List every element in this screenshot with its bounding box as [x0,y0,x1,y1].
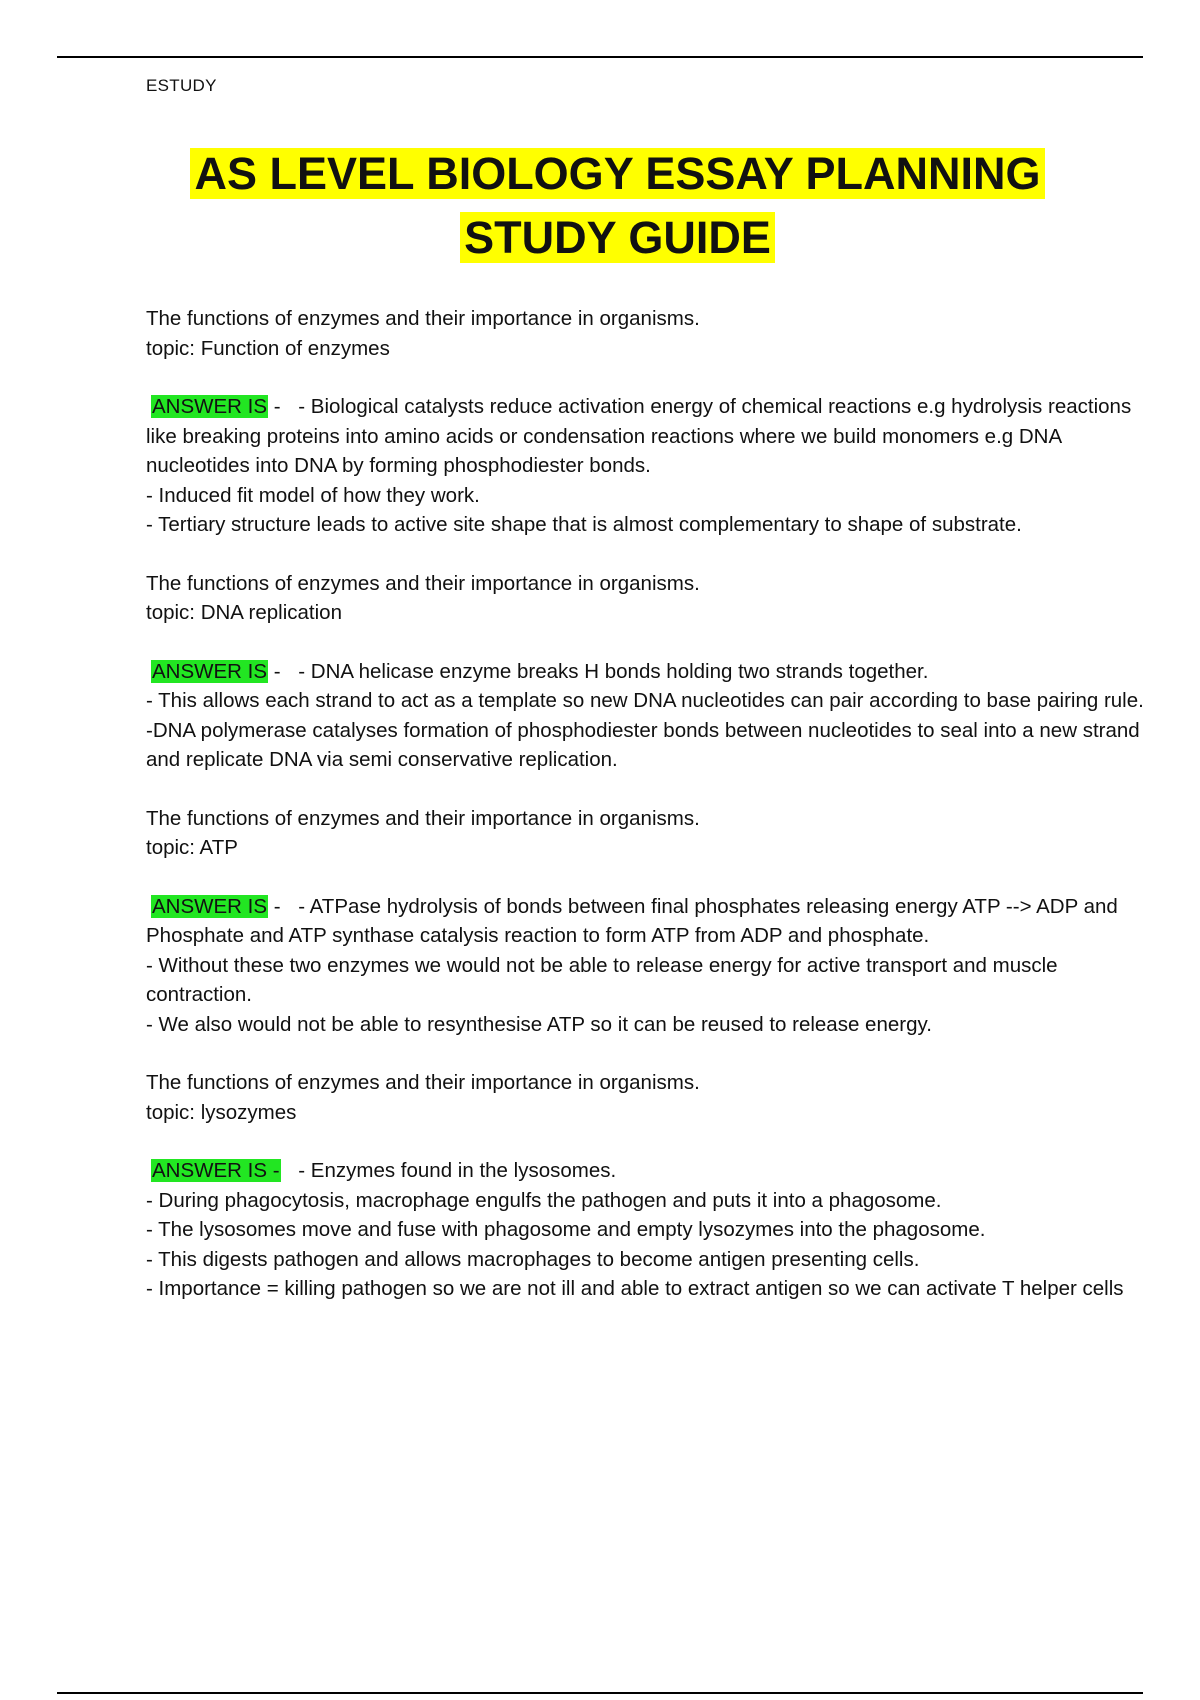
answer-badge: ANSWER IS [152,395,268,418]
page-title [0,142,1200,270]
topic-text: topic: lysozymes [146,1100,297,1124]
answer-separator [281,1159,287,1182]
answer-line: - Induced fit model of how they work. [146,483,480,507]
question-text: The functions of enzymes and their importance in organisms. [146,1071,700,1094]
answer-separator: - [268,894,287,918]
topic-text: topic: DNA replication [146,601,342,624]
answer-badge: ANSWER IS [152,894,268,918]
answer-line: - Tertiary structure leads to active site shape that is almost complementary to shape of substrate. [146,513,1022,536]
study-content [146,304,1146,1333]
answer-block [146,892,1146,1040]
question-text: The functions of enzymes and their importance in organisms. [146,571,700,595]
bottom-rule [57,1692,1143,1694]
answer-line: - Importance = killing pathogen so we are not ill and able to extract antigen so we can activate T helper cells [146,1277,1124,1300]
header-label: ESTUDY [146,76,217,95]
answer-line: - This digests pathogen and allows macrophages to become antigen presenting cells. [146,1247,920,1271]
question-block [146,804,1146,863]
answer-separator: - [268,659,287,683]
answer-badge: ANSWER IS - [152,1159,280,1182]
question-block [146,1068,1146,1127]
answer-line: - We also would not be able to resynthesise ATP so it can be reused to release energy. [146,1012,932,1036]
answer-first-line [146,392,1146,481]
answer-block [146,1156,1146,1304]
answer-first-line [146,892,1146,951]
question-block [146,304,1146,363]
answer-line: - Without these two enzymes we would not be able to release energy for active transport and muscle contraction. [146,953,1058,1006]
top-rule [57,56,1143,58]
answer-separator: - [268,395,287,418]
answer-text: - ATPase hydrolysis of bonds between final phosphates releasing energy ATP --> ADP and Phosphate and ATP synthase catalysis reaction to form ATP from ADP and phosphate. [146,894,1118,947]
answer-first-line [146,657,1146,687]
answer-line: - This allows each strand to act as a template so new DNA nucleotides can pair according to base pairing rule. [146,689,1144,712]
topic-text: topic: ATP [146,836,238,859]
title-line-2: STUDY GUIDE [460,212,775,263]
answer-line: - The lysosomes move and fuse with phagosome and empty lysozymes into the phagosome. [146,1218,986,1241]
answer-text: - Enzymes found in the lysosomes. [298,1159,617,1182]
answer-text: - DNA helicase enzyme breaks H bonds holding two strands together. [298,659,929,683]
answer-line: -DNA polymerase catalyses formation of phosphodiester bonds between nucleotides to seal into a new strand and replicate DNA via semi conservative replication. [146,718,1140,771]
question-text: The functions of enzymes and their importance in organisms. [146,806,700,830]
question-block [146,569,1146,628]
answer-block [146,657,1146,775]
question-text: The functions of enzymes and their importance in organisms. [146,307,700,330]
answer-line: - During phagocytosis, macrophage engulfs the pathogen and puts it into a phagosome. [146,1188,942,1212]
title-line-1: AS LEVEL BIOLOGY ESSAY PLANNING [190,148,1044,199]
answer-block [146,392,1146,540]
answer-badge: ANSWER IS [152,659,268,683]
answer-text: - Biological catalysts reduce activation energy of chemical reactions e.g hydrolysis reactions like breaking proteins into amino acids or condensation reactions where we build monomers e.g DNA nucleotides into DNA by forming phosphodiester bonds. [146,395,1132,477]
answer-first-line [146,1156,1146,1186]
topic-text: topic: Function of enzymes [146,336,390,360]
